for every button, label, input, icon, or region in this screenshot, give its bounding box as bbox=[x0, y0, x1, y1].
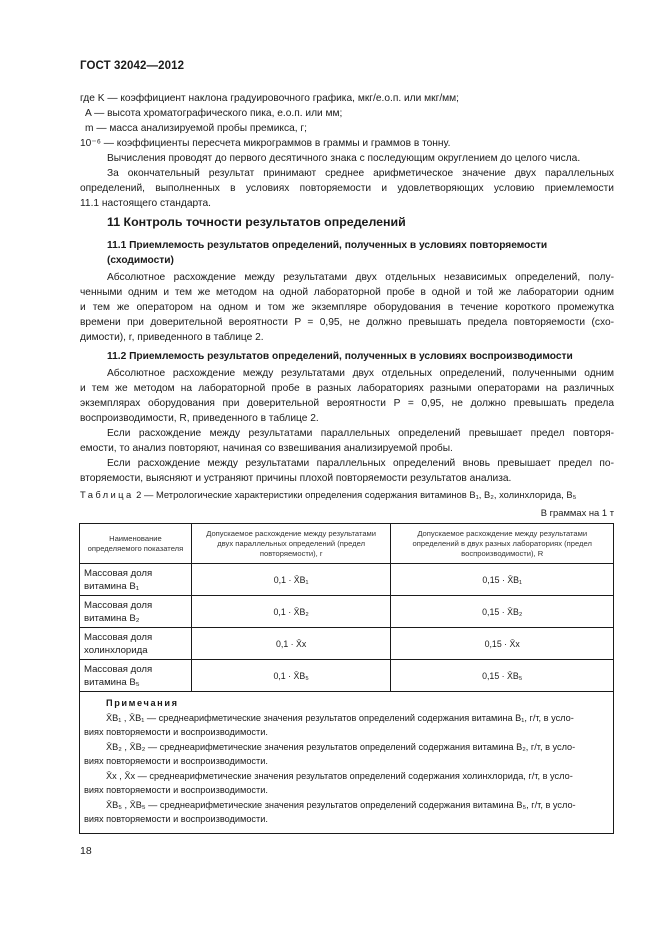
subsection-11-1-title-line-2: (сходимости) bbox=[107, 255, 174, 266]
table-caption-text: 2 — Метрологические характеристики определения содержания витаминов B₁, B₂, холинхлорида, B₅ bbox=[133, 489, 577, 500]
note-line: виях повторяемости и воспроизводимости. bbox=[84, 814, 268, 824]
note-line: виях повторяемости и воспроизводимости. bbox=[84, 727, 268, 737]
legend-line-a: A — высота хроматографического пика, е.о.п. или мм; bbox=[85, 108, 343, 119]
section-11-title: 11 Контроль точности результатов определений bbox=[107, 215, 406, 229]
reproducibility-paragraph bbox=[80, 366, 614, 486]
table-notes bbox=[80, 692, 614, 834]
row-name: Массовая доля витамина B₁ bbox=[80, 564, 192, 596]
repeatability-line-3: и тем же оператором на одном и том же экземпляре оборудования в течение короткого промежутка bbox=[80, 302, 614, 313]
note-line: виях повторяемости и воспроизводимости. bbox=[84, 785, 268, 795]
table-caption bbox=[80, 489, 576, 500]
subsection-11-2-title-line: 11.2 Приемлемость результатов определений, полученных в условиях воспроизводимости bbox=[107, 351, 573, 362]
legend-line-coef: 10⁻⁶ — коэффициенты пересчета микрограммов в граммы и граммов в тонну. bbox=[80, 138, 451, 149]
table-notes-row bbox=[80, 692, 614, 834]
row-name: Массовая доля витамина B₅ bbox=[80, 660, 192, 692]
table-caption-word: Таблица bbox=[80, 489, 134, 500]
reproducibility-line-7: Если расхождение между результатами параллельных определений вновь превышает предел по- bbox=[107, 458, 614, 469]
repeatability-line-2: ченными одним и тем же методом на одной лабораторной пробе в одной и той же лаборатории одним bbox=[80, 287, 614, 298]
final-result-line-1: За окончательный результат принимают среднее арифметическое значение двух параллельных bbox=[107, 168, 614, 179]
repeatability-paragraph bbox=[80, 270, 614, 345]
row-name: Массовая доля холинхлорида bbox=[80, 628, 192, 660]
subsection-11-1-title-line-1: 11.1 Приемлемость результатов определений, полученных в условиях повторяемости bbox=[107, 240, 548, 251]
note-line: X̄B₅ , X̄B₅ — среднеарифметические значения результатов определений содержания витамина B₅, г/т, в усло- bbox=[106, 799, 576, 810]
legend-line-m: m — масса анализируемой пробы премикса, г; bbox=[85, 123, 307, 134]
row-r-value: 0,1 · X̄x bbox=[191, 628, 391, 660]
rounding-note: Вычисления проводят до первого десятичного знака с последующим округлением до целого числа. bbox=[107, 153, 581, 164]
table-unit: В граммах на 1 т bbox=[540, 507, 614, 518]
repeatability-line-1: Абсолютное расхождение между результатами двух отдельных независимых определений, полу- bbox=[107, 272, 614, 283]
reproducibility-line-4: воспроизводимости, R, приведенного в таблице 2. bbox=[80, 413, 319, 424]
table-row bbox=[80, 628, 614, 660]
reproducibility-line-2: и тем же методом на лабораторной пробе в разных лабораториях разными операторами на различных bbox=[80, 383, 614, 394]
legend-line-k: где K — коэффициент наклона градуировочного графика, мкг/е.о.п. или мкг/мм; bbox=[80, 93, 459, 104]
reproducibility-line-3: экземплярах оборудования при доверительной вероятности P = 0,95, не должно превышать предела bbox=[80, 398, 614, 409]
row-R-value: 0,15 · X̄x bbox=[391, 628, 614, 660]
table-header-row bbox=[80, 524, 614, 564]
row-R-value: 0,15 · X̄B₂ bbox=[391, 596, 614, 628]
notes-title: Примечания bbox=[106, 698, 179, 708]
table-row bbox=[80, 596, 614, 628]
page-number: 18 bbox=[80, 845, 92, 857]
final-result-line-2: определений, выполненных в условиях повторяемости и удовлетворяющих условию приемлемости bbox=[80, 183, 614, 194]
table-row bbox=[80, 564, 614, 596]
note-line: X̄B₁ , X̄B₁ — среднеарифметические значения результатов определений содержания витамина B₁, г/т, в усло- bbox=[106, 712, 574, 723]
row-R-value: 0,15 · X̄B₁ bbox=[391, 564, 614, 596]
note-line: виях повторяемости и воспроизводимости. bbox=[84, 756, 268, 766]
table-row bbox=[80, 660, 614, 692]
header-reproducibility: Допускаемое расхождение между результатами определений в двух разных лабораториях (предел воспроизводимости), R bbox=[391, 524, 614, 564]
subsection-11-2-title bbox=[80, 349, 614, 364]
row-r-value: 0,1 · X̄B₅ bbox=[191, 660, 391, 692]
note-line: X̄x , X̄x — среднеарифметические значения результатов определений содержания холинхлорида, г/т, в усло- bbox=[106, 770, 573, 781]
repeatability-line-5: димости), r, приведенного в таблице 2. bbox=[80, 332, 264, 343]
repeatability-line-4: времени при доверительной вероятности P = 0,95, не должно превышать предела повторяемости (схо- bbox=[80, 317, 614, 328]
header-indicator: Наименование определяемого показателя bbox=[80, 524, 192, 564]
reproducibility-line-1: Абсолютное расхождение между результатами двух отдельных определений, полученными одним bbox=[107, 368, 614, 379]
document-code-header: ГОСТ 32042—2012 bbox=[80, 60, 185, 72]
reproducibility-line-6: емости, то анализ повторяют, начиная со взвешивания анализируемой пробы. bbox=[80, 443, 453, 454]
reproducibility-line-5: Если расхождение между результатами параллельных определений превышает предел повторя- bbox=[107, 428, 614, 439]
row-r-value: 0,1 · X̄B₂ bbox=[191, 596, 391, 628]
reproducibility-line-8: вторяемости, выясняют и устраняют причины плохой повторяемости результатов анализа. bbox=[80, 473, 512, 484]
subsection-11-1-title bbox=[80, 238, 614, 268]
metrology-table bbox=[79, 523, 614, 834]
header-repeatability: Допускаемое расхождение между результатами двух параллельных определений (предел повторяемости), r bbox=[191, 524, 391, 564]
row-r-value: 0,1 · X̄B₁ bbox=[191, 564, 391, 596]
row-R-value: 0,15 · X̄B₅ bbox=[391, 660, 614, 692]
formula-legend bbox=[80, 91, 614, 211]
final-result-line-3: 11.1 настоящего стандарта. bbox=[80, 198, 211, 209]
row-name: Массовая доля витамина B₂ bbox=[80, 596, 192, 628]
note-line: X̄B₂ , X̄B₂ — среднеарифметические значения результатов определений содержания витамина B₂, г/т, в усло- bbox=[106, 741, 576, 752]
